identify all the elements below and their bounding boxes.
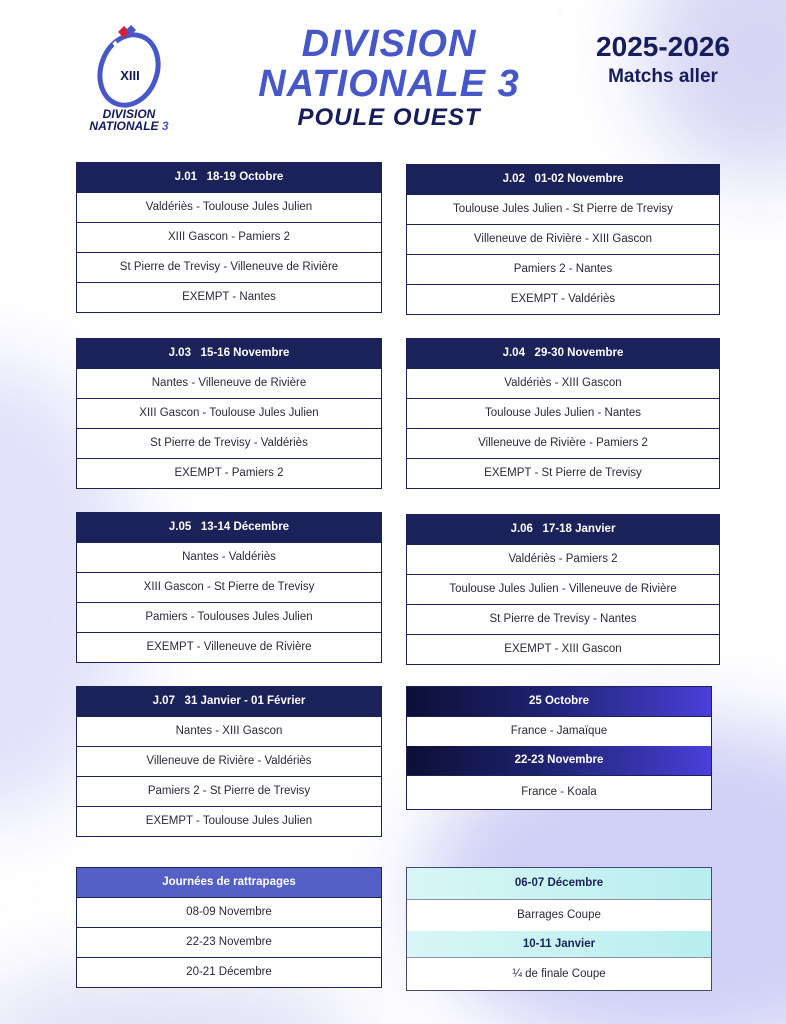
logo-number: 3 [161,119,169,133]
match-row: EXEMPT - Pamiers 2 [77,458,381,488]
coupe-event: Barrages Coupe [407,899,711,931]
international-table [406,686,712,810]
international-date-header: 25 Octobre [407,687,711,716]
match-row: Pamiers 2 - Nantes [407,254,719,284]
international-date-header: 22-23 Novembre [407,746,711,775]
round-header: J.03 15-16 Novembre [77,339,381,368]
division-logo [74,22,184,136]
match-row: XIII Gascon - Toulouse Jules Julien [77,398,381,428]
header [0,0,786,150]
round-header: J.05 13-14 Décembre [77,513,381,542]
rattrapage-date: 08-09 Novembre [77,897,381,927]
match-row: Villeneuve de Rivière - Valdériès [77,746,381,776]
round-table-j01 [76,162,382,313]
round-table-j03 [76,338,382,489]
match-row: EXEMPT - XIII Gascon [407,634,719,664]
page-title [214,24,564,132]
match-row: Pamiers - Toulouses Jules Julien [77,602,381,632]
title-line-2: NATIONALE 3 [258,63,520,105]
round-header: J.06 17-18 Janvier [407,515,719,544]
title-line-3: POULE OUEST [297,104,481,131]
rattrapages-header: Journées de rattrapages [77,868,381,897]
rattrapage-date: 20-21 Décembre [77,957,381,987]
match-row: Valdériès - Toulouse Jules Julien [77,192,381,222]
rattrapages-table [76,867,382,988]
international-match: France - Koala [407,775,711,809]
round-header: J.04 29-30 Novembre [407,339,719,368]
logo-line-1: DIVISION [102,107,156,121]
match-row: Nantes - Villeneuve de Rivière [77,368,381,398]
match-row: St Pierre de Trevisy - Valdériès [77,428,381,458]
round-header: J.07 31 Janvier - 01 Février [77,687,381,716]
rattrapage-date: 22-23 Novembre [77,927,381,957]
match-row: XIII Gascon - Pamiers 2 [77,222,381,252]
match-row: Pamiers 2 - St Pierre de Trevisy [77,776,381,806]
round-table-j04 [406,338,720,489]
match-row: Villeneuve de Rivière - XIII Gascon [407,224,719,254]
match-row: Valdériès - Pamiers 2 [407,544,719,574]
round-header: J.01 18-19 Octobre [77,163,381,192]
round-table-j05 [76,512,382,663]
match-row: EXEMPT - St Pierre de Trevisy [407,458,719,488]
coupe-date-header: 06-07 Décembre [407,868,711,899]
round-table-j06 [406,514,720,665]
logo-line-2: NATIONALE [89,119,159,133]
round-table-j02 [406,164,720,315]
season-block [570,30,756,90]
rugby-ball-icon [74,22,184,108]
season-year: 2025-2026 [596,31,730,62]
match-row: Toulouse Jules Julien - Nantes [407,398,719,428]
coupe-table [406,867,712,991]
coupe-event: ¼ de finale Coupe [407,957,711,990]
match-row: EXEMPT - Nantes [77,282,381,312]
title-line-1: DIVISION [301,23,477,65]
match-row: St Pierre de Trevisy - Nantes [407,604,719,634]
international-match: France - Jamaïque [407,716,711,746]
match-row: Toulouse Jules Julien - St Pierre de Trevisy [407,194,719,224]
match-row: EXEMPT - Valdériès [407,284,719,314]
match-row: Nantes - XIII Gascon [77,716,381,746]
round-header: J.02 01-02 Novembre [407,165,719,194]
match-row: Villeneuve de Rivière - Pamiers 2 [407,428,719,458]
match-row: Nantes - Valdériès [77,542,381,572]
match-row: Toulouse Jules Julien - Villeneuve de Rivière [407,574,719,604]
round-table-j07 [76,686,382,837]
match-row: EXEMPT - Villeneuve de Rivière [77,632,381,662]
match-row: XIII Gascon - St Pierre de Trevisy [77,572,381,602]
match-row: St Pierre de Trevisy - Villeneuve de Rivière [77,252,381,282]
match-row: EXEMPT - Toulouse Jules Julien [77,806,381,836]
season-subtitle: Matchs aller [608,66,718,87]
match-row: Valdériès - XIII Gascon [407,368,719,398]
coupe-date-header: 10-11 Janvier [407,931,711,957]
svg-text:XIII: XIII [120,68,140,83]
